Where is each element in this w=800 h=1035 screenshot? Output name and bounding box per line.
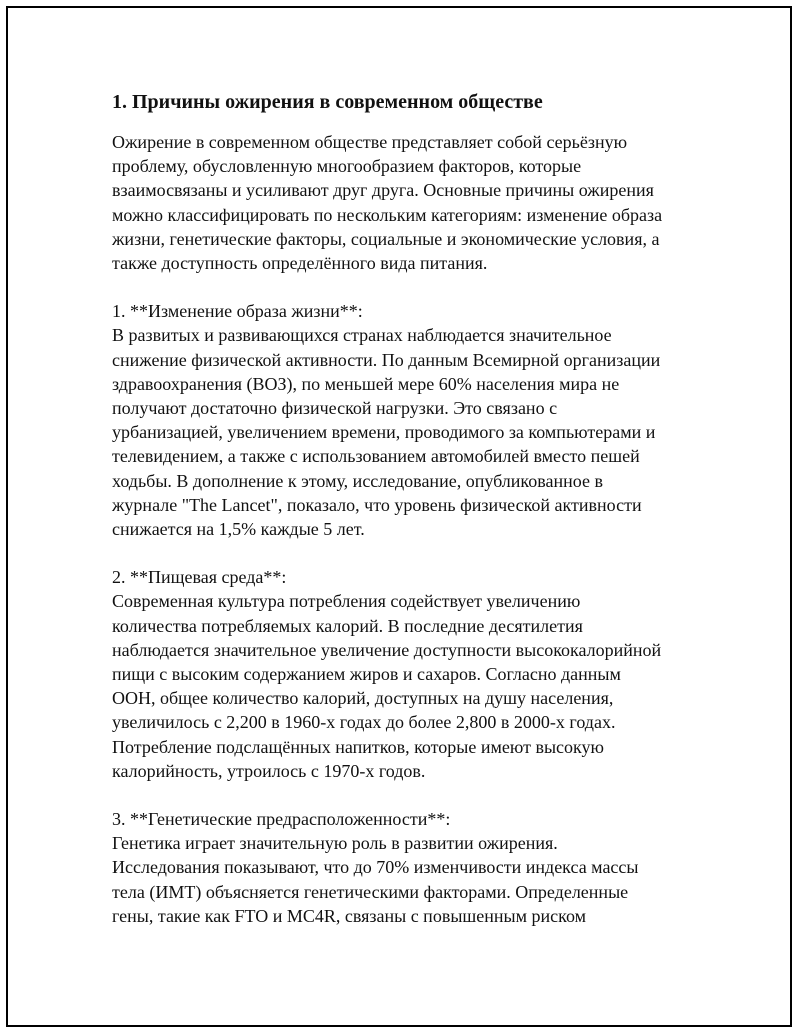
intro-paragraph: Ожирение в современном обществе представляет собой серьёзную проблему, обусловленную многообразием факторов, которые взаимосвязаны и усиливают друг друга. Основные причины ожирения можно классифицировать по нескольким категориям: изменение образа жизни, генетические факторы, социальные и экономические условия, а также доступность определённого вида питания. bbox=[112, 132, 663, 274]
section-lifestyle bbox=[112, 299, 692, 541]
section-paragraph: Генетика играет значительную роль в развитии ожирения. Исследования показывают, что до 70% изменчивости индекса массы тела (ИМТ) объясняется генетическими факторами. Определенные гены, такие как FTO и MC4R, связаны с повышенным риском bbox=[112, 833, 639, 926]
paragraph-gap bbox=[112, 275, 692, 299]
page-title: 1. Причины ожирения в современном обществе bbox=[112, 91, 543, 113]
section-title: 2. **Пищевая среда**: bbox=[112, 567, 287, 588]
paragraph-gap bbox=[112, 783, 692, 807]
section-genetics bbox=[112, 807, 692, 928]
section-food-environment bbox=[112, 565, 692, 783]
section-paragraph: В развитых и развивающихся странах наблюдается значительное снижение физической активности. По данным Всемирной организации здравоохранения (ВОЗ), по меньшей мере 60% населения мира не получают достаточно физической нагрузки. Это связано с урбанизацией, увеличением времени, проводимого за компьютерами и телевидением, а также с использованием автомобилей вместо пешей ходьбы. В дополнение к этому, исследование, опубликованное в журнале "The Lancet", показало, что уровень физической активности снижается на 1,5% каждые 5 лет. bbox=[112, 325, 661, 540]
section-title: 3. **Генетические предрасположенности**: bbox=[112, 809, 451, 830]
paragraph-gap bbox=[112, 541, 692, 565]
section-paragraph: Современная культура потребления содействует увеличению количества потребляемых калорий. В последние десятилетия наблюдается значительное увеличение доступности высококалорийной пищи с высоким содержанием жиров и сахаров. Согласно данным ООН, общее количество калорий, доступных на душу населения, увеличилось с 2,200 в 1960-х годах до более 2,800 в 2000-х годах. Потребление подслащённых напитков, которые имеют высокую калорийность, утроилось с 1970-х годов. bbox=[112, 591, 662, 781]
section-title: 1. **Изменение образа жизни**: bbox=[112, 301, 363, 322]
document-body bbox=[112, 88, 692, 928]
